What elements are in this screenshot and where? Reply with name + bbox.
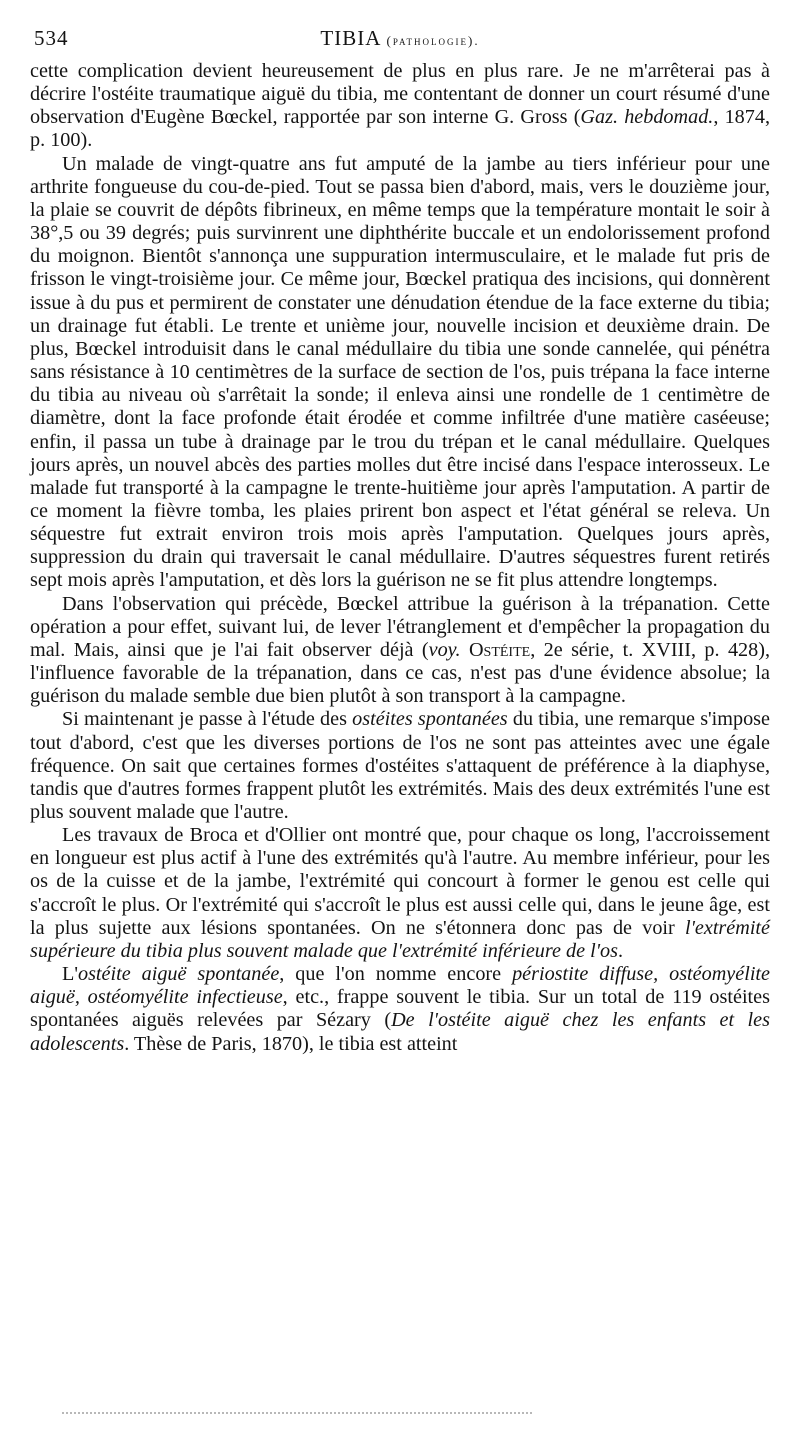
footer-dotted-rule [62, 1412, 532, 1414]
citation-thesis: De l'ostéite aiguë chez les enfants et les adolescents [30, 1009, 770, 1055]
paragraph-text: Les travaux de Broca et d'Ollier ont montré que, pour chaque os long, l'accroissement en longueur est plus actif à l'une des extrémités qu'à l'autre. Au membre inférieur, pour les os de la cuisse et de la jambe, l'extrémité qui concourt à former le genou est celle qui s'accroît le plus. Or l'extrémité qui s'accroît le plus est aussi celle qui, dans le jeune âge, est la plus sujette aux lésions spontanées. On ne s'étonnera donc pas de voir [30, 824, 770, 939]
paragraph-text: Dans l'observation qui précède, Bœckel attribue la guérison à la trépanation. Cette opération a pour effet, suivant lui, de lever l'étranglement et d'empêcher la propagation du mal. Mais, ainsi que je l'ai fait observer déjà ( [30, 592, 770, 661]
paragraph-continuation [30, 60, 770, 153]
paragraph-text: , que l'on nomme encore [279, 963, 513, 986]
paragraph-case-summary [30, 153, 770, 593]
paragraph-text: L' [62, 963, 78, 986]
citation-journal: Gaz. hebdomad. [580, 106, 714, 129]
running-title-subtitle: (pathologie). [386, 33, 480, 48]
paragraph-text: Un malade de vingt-quatre ans fut amputé de la jambe au tiers inférieur pour une arthrite fongueuse du cou-de-pied. Tout se passa bien d'abord, mais, vers le douzième jour, la plaie se couvrit de dépôts fibrineux, en même temps que la température montait le soir à 38°,5 ou 39 degrés; puis survinrent une diphthérite buccale et un endolorissement profond du moignon. Bientôt s'annonça une suppuration intermusculaire, et le malade fut pris de frisson le vingt-troisième jour. Ce même jour, Bœckel pratiqua des incisions, qui donnèrent issue à du pus et permirent de constater une dénudation étendue de la face externe du tibia; un drainage fut établi. Le trente et unième jour, nouvelle incision et deuxième drain. De plus, Bœckel introduisit dans le canal médullaire du tibia une sonde cannelée, qui pénétra sans résistance à 10 centimètres de la surface de section de l'os, puis trépana la face interne du tibia au niveau où s'arrêtait la sonde; il enleva ainsi une rondelle de 1 centimètre de diamètre, dont la face profonde était érodée et comme infiltrée d'une matière caséeuse; enfin, il passa un tube à drainage par le trou du trépan et le canal médullaire. Quelques jours après, un nouvel abcès des parties molles dut être incisé dans l'espace interosseux. Le malade fut transporté à la campagne le trente-huitième jour après l'amputation. A partir de ce moment la fièvre tomba, les plaies prirent bon aspect et l'état général se releva. Un séquestre fut extrait environ trois mois après l'amputation. Quelques jours après, suppression du drain qui traversait le canal médullaire. D'autres séquestres furent retirés sept mois après l'amputation, et dès lors la guérison ne se fit plus attendre longtemps. [30, 152, 770, 592]
emphasis-synonyms: périostite diffuse, ostéomyélite aiguë, ostéomyélite infectieuse [30, 963, 771, 1009]
paragraph-text: cette complication devient heureusement de plus en plus rare. Je ne m'arrêterai pas à décrire l'ostéite traumatique aiguë du tibia, me contentant de donner un court résumé d'une observation d'Eugène Bœckel, rapportée par son interne G. Gross ( [30, 60, 770, 129]
running-title [30, 26, 770, 51]
main-text [30, 60, 770, 1056]
running-title-main: TIBIA [320, 26, 381, 50]
paragraph-text: , 1874, p. 100). [30, 106, 771, 152]
running-header [30, 26, 770, 58]
paragraph-spontaneous-osteitis [30, 708, 770, 824]
cross-reference-voy: voy. [428, 638, 461, 661]
paragraph-growth [30, 824, 770, 963]
paragraph-text: du tibia, une remarque s'impose tout d'abord, c'est que les diverses portions de l'os ne sont pas atteintes avec une égale fréquence. On sait que certaines formes d'ostéites s'attaquent de préférence à la diaphyse, tandis que d'autres formes frappent plutôt les extrémités. Mais des deux extrémités l'une est plus souvent malade que l'autre. [30, 708, 770, 823]
cross-reference-title: Ostéite [468, 638, 531, 661]
emphasis-term: ostéites spontanées [352, 708, 508, 731]
page-number: 534 [34, 26, 69, 50]
paragraph-text: . [617, 939, 624, 962]
paragraph-text: Si maintenant je passe à l'étude des [62, 708, 353, 731]
paragraph-trepanation [30, 593, 770, 709]
paragraph-text: . Thèse de Paris, 1870), le tibia est atteint [124, 1032, 458, 1055]
emphasis-statement: l'extrémité supérieure du tibia plus souvent malade que l'extrémité inférieure de l'os [30, 916, 770, 962]
paragraph-text: , etc., frappe souvent le tibia. Sur un total de 119 ostéites spontanées aiguës relevées par Sézary ( [30, 986, 770, 1032]
paragraph-text: , 2e série, t. XVIII, p. 428), l'influence favorable de la trépanation, dans ce cas, n'est pas d'une évidence absolue; la guérison du malade semble due bien plutôt à son transport à la campagne. [30, 638, 770, 708]
emphasis-term: ostéite aiguë spontanée [77, 963, 280, 986]
paragraph-acute-osteitis [30, 963, 770, 1056]
